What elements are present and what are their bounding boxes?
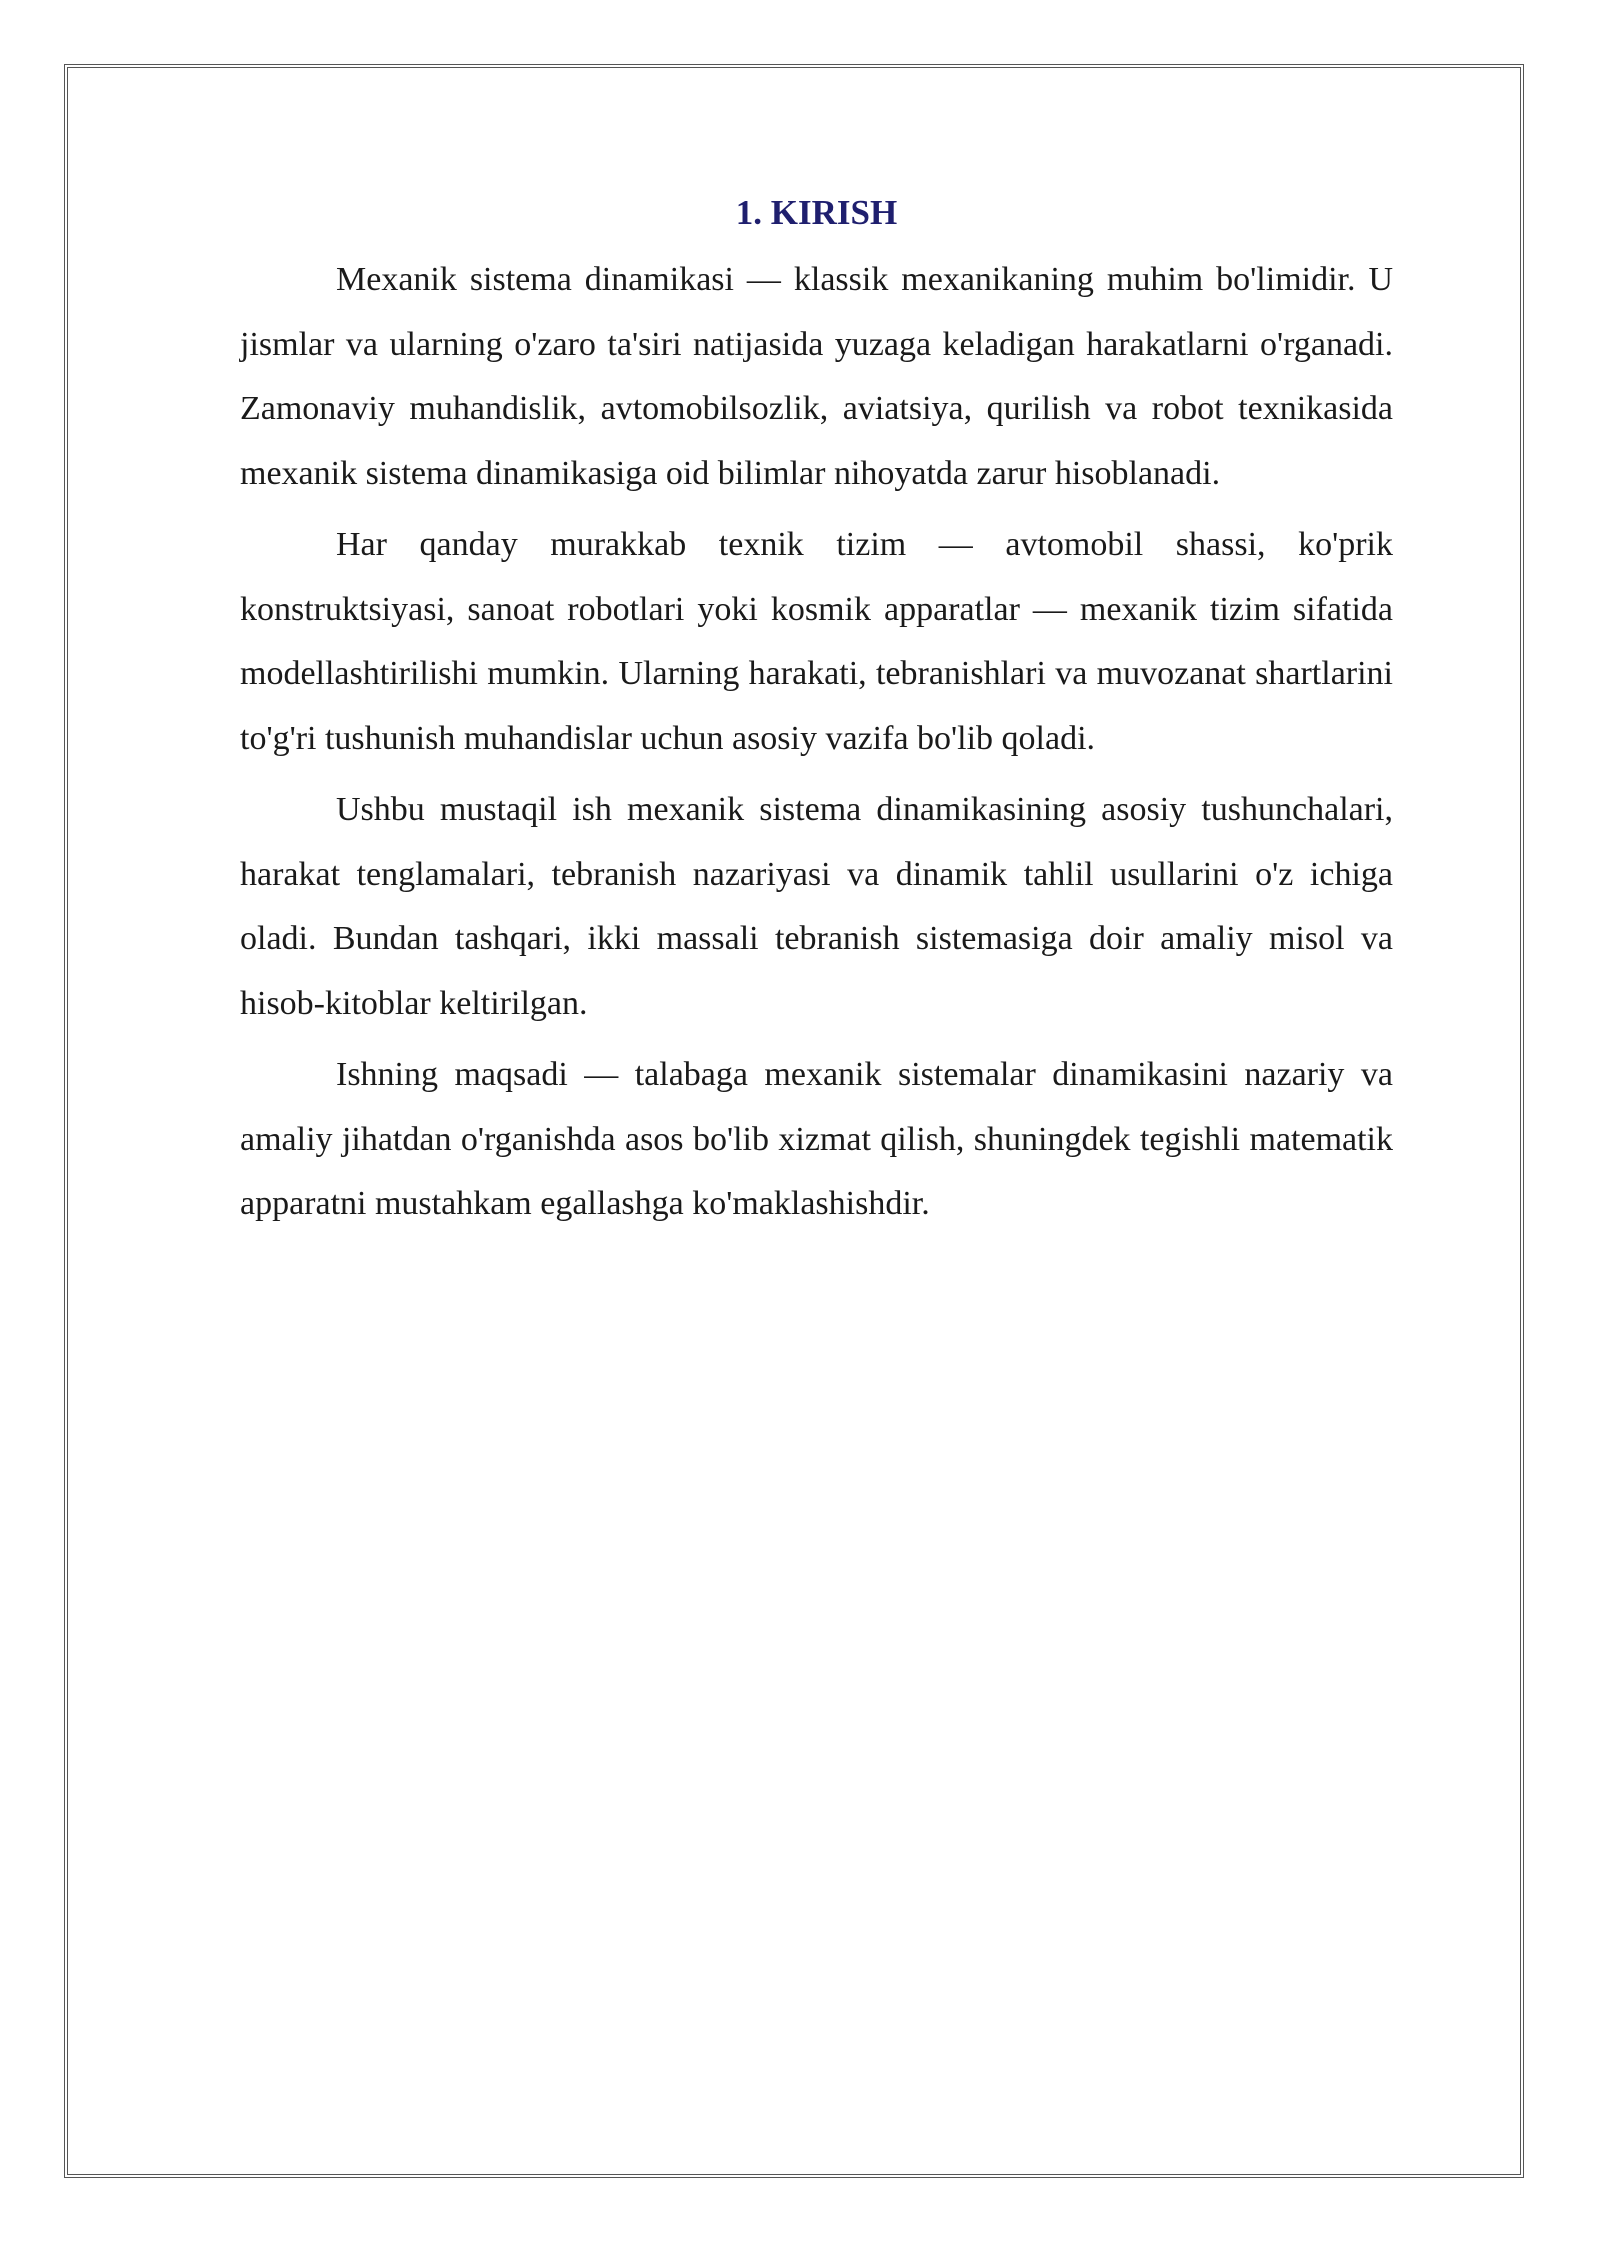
section-heading: 1. KIRISH bbox=[735, 193, 898, 232]
paragraph-1: Mexanik sistema dinamikasi — klassik mexanikaning muhim bo'limidir. U jismlar va ularning o'zaro ta'siri natijasida yuzaga keladigan harakatlarni o'rganadi. Zamonaviy muhandislik, avtomobilsozlik, aviatsiya, qurilish va robot texnikasida mexanik sistema dinamikasiga oid bilimlar nihoyatda zarur hisoblanadi. bbox=[240, 261, 1393, 492]
paragraph-3: Ushbu mustaqil ish mexanik sistema dinamikasining asosiy tushunchalari, harakat tenglamalari, tebranish nazariyasi va dinamik tahlil usullarini o'z ichiga oladi. Bundan tashqari, ikki massali tebranish sistemasiga doir amaliy misol va hisob-kitoblar keltirilgan. bbox=[240, 791, 1393, 1022]
paragraph-4: Ishning maqsadi — talabaga mexanik sistemalar dinamikasini nazariy va amaliy jihatdan o'rganishda asos bo'lib xizmat qilish, shuningdek tegishli matematik apparatni mustahkam egallashga ko'maklashishdir. bbox=[240, 1056, 1393, 1222]
paragraph-2: Har qanday murakkab texnik tizim — avtomobil shassi, ko'prik konstruktsiyasi, sanoat robotlari yoki kosmik apparatlar — mexanik tizim sifatida modellashtirilishi mumkin. Ularning harakati, tebranishlari va muvozanat shartlarini to'g'ri tushunish muhandislar uchun asosiy vazifa bo'lib qoladi. bbox=[240, 526, 1393, 757]
document-body bbox=[240, 188, 1393, 1244]
